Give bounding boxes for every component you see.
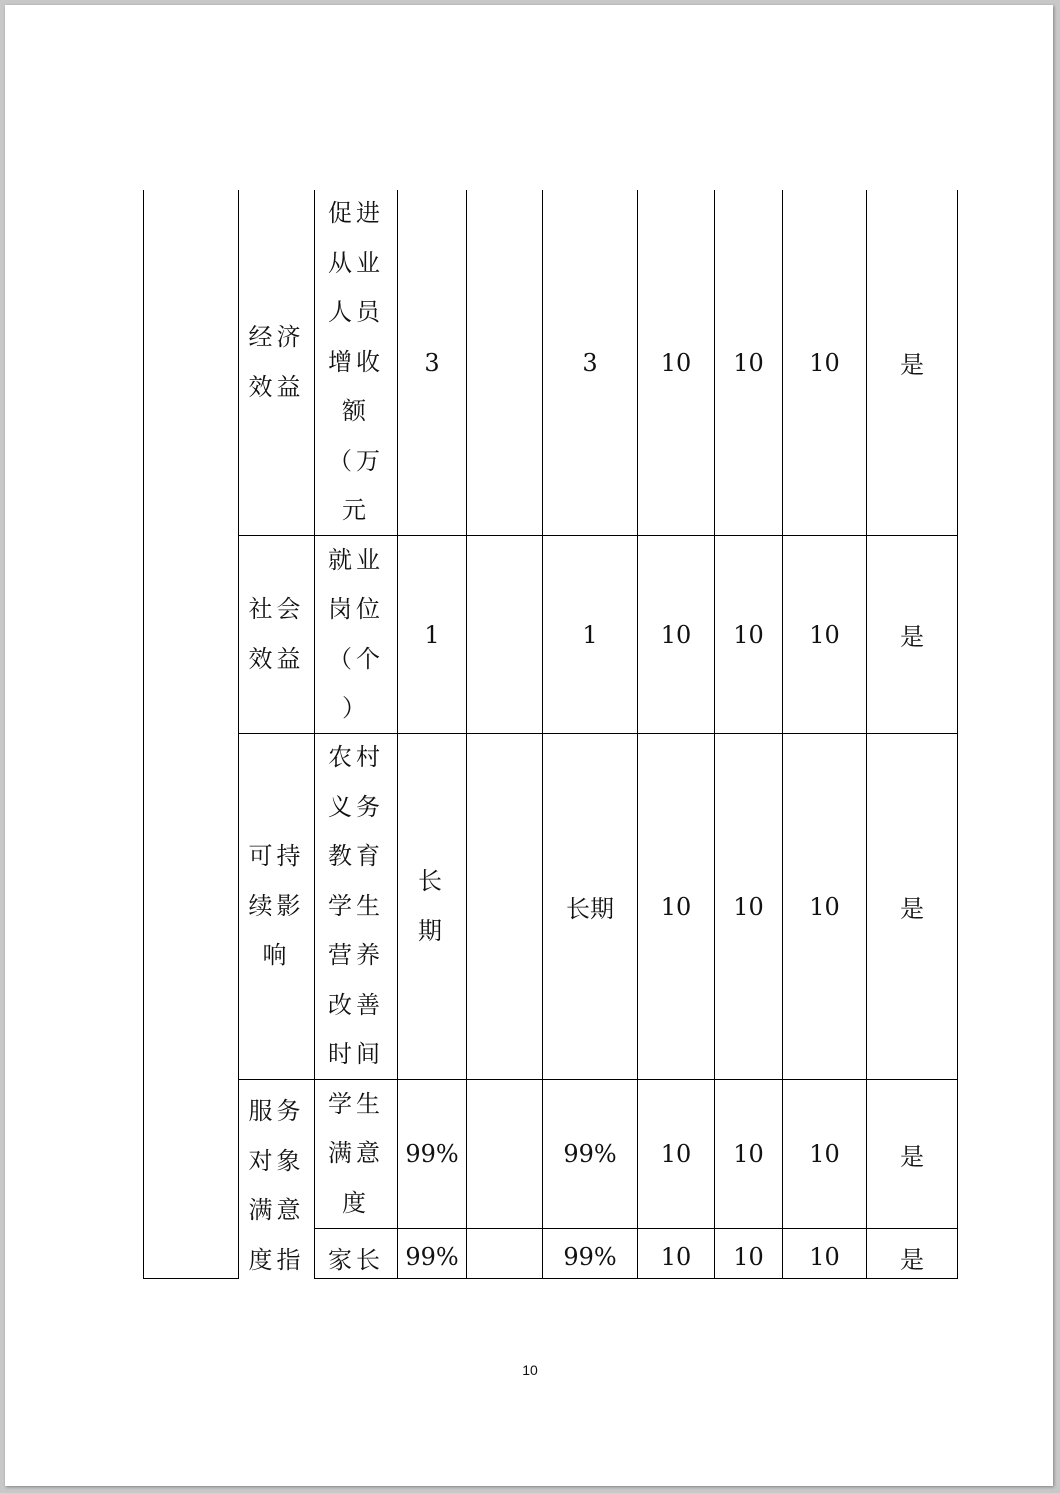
table-border-bottom	[314, 1278, 958, 1279]
score-cell: 10	[809, 1140, 840, 1168]
target-value-cell: 长 期	[418, 867, 446, 945]
score-cell: 10	[733, 1243, 764, 1271]
table-border-right	[957, 190, 958, 1279]
actual-value-cell: 99%	[563, 1243, 617, 1271]
page-number: 10	[522, 1362, 538, 1378]
table-border-bottom	[143, 1278, 239, 1279]
target-value-cell: 3	[424, 348, 440, 377]
weight-cell: 10	[660, 348, 692, 377]
indicator-cell: 家长	[328, 1245, 384, 1274]
score-cell: 10	[809, 348, 840, 377]
score-cell: 10	[733, 892, 764, 921]
target-value-cell: 99%	[405, 1243, 459, 1271]
blank-cell	[467, 190, 542, 535]
actual-value-cell: 长期	[566, 895, 614, 923]
met-cell: 是	[900, 351, 924, 379]
met-cell: 是	[900, 1142, 924, 1171]
target-value-cell: 99%	[405, 1140, 459, 1168]
indicator-cell: 就业 岗位 （个 ）	[328, 545, 384, 722]
table-border-left	[143, 190, 144, 1279]
blank-cell	[467, 1080, 542, 1228]
met-cell: 是	[900, 895, 924, 923]
indicator-cell: 农村 义务 教育 学生 营养 改善 时间	[328, 743, 384, 1069]
indicator-cell: 学生 满意 度	[328, 1089, 384, 1217]
score-cell: 10	[733, 620, 764, 649]
weight-cell: 10	[660, 620, 692, 649]
category-cell: 经济 效益	[248, 323, 305, 401]
actual-value-cell: 3	[582, 348, 598, 377]
category-cell: 可持 续影 响	[248, 842, 305, 970]
row-divider	[314, 1228, 958, 1229]
category-cell: 社会 效益	[248, 595, 305, 673]
actual-value-cell: 99%	[563, 1140, 617, 1168]
score-cell: 10	[809, 892, 840, 921]
score-cell: 10	[733, 1140, 764, 1168]
blank-cell	[467, 536, 542, 733]
weight-cell: 10	[660, 892, 692, 921]
met-cell: 是	[900, 623, 924, 651]
weight-cell: 10	[660, 1243, 692, 1271]
blank-cell	[467, 1236, 542, 1278]
score-cell: 10	[809, 620, 840, 649]
target-value-cell: 1	[424, 620, 440, 649]
met-cell: 是	[900, 1245, 924, 1274]
indicator-cell: 促进 从业 人员 增收 额 （万 元	[328, 199, 384, 525]
weight-cell: 10	[660, 1140, 692, 1168]
category-cell: 服务 对象 满意 度指	[248, 1097, 305, 1274]
score-cell: 10	[809, 1243, 840, 1271]
actual-value-cell: 1	[582, 620, 598, 649]
blank-cell	[467, 734, 542, 1079]
score-cell: 10	[733, 348, 764, 377]
